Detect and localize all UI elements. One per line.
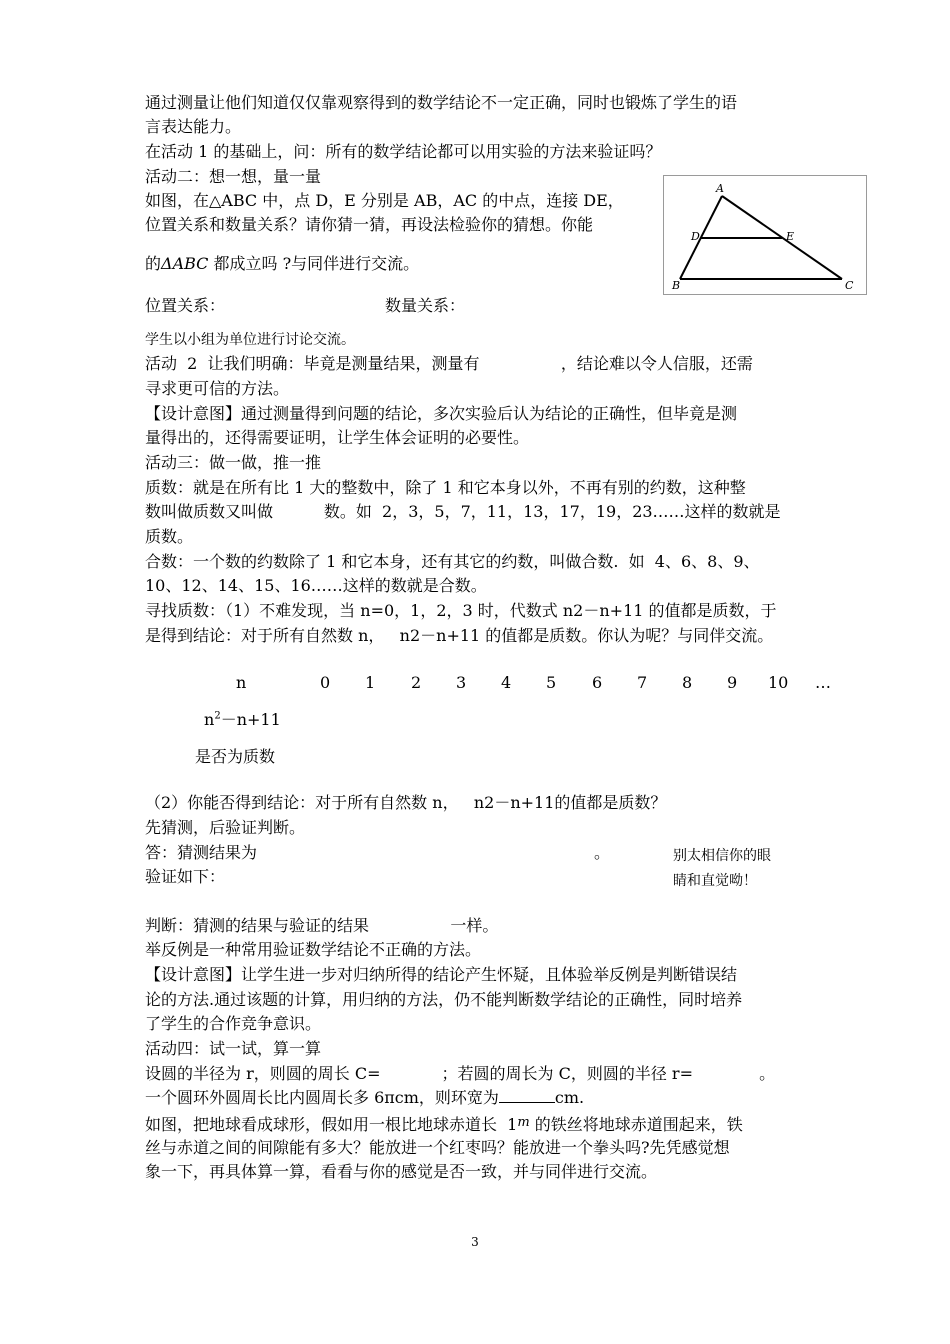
text-line: 寻找质数：（1）不难发现，当 n=0，1，2，3 时，代数式 n2－n+11 的值都是质数，于 xyxy=(145,601,777,620)
table-header-label: n xyxy=(236,673,247,692)
text-line: 活动二：想一想，量一量 xyxy=(145,167,322,186)
table-row3-label: 是否为质数 xyxy=(195,747,276,766)
text-line: 【设计意图】通过测量得到问题的结论，多次实验后认为结论的正确性，但毕竟是测 xyxy=(145,404,738,423)
table-cell: 10 xyxy=(768,673,789,692)
period: 。 xyxy=(594,843,611,862)
table-cell: 4 xyxy=(501,673,512,692)
unit-m: m xyxy=(517,1115,530,1130)
table-cell: 2 xyxy=(411,673,422,692)
page-number: 3 xyxy=(471,1235,479,1249)
text-line: （2）你能否得到结论：对于所有自然数 n， n2－n+11的值都是质数？ xyxy=(145,793,667,812)
text-line: 言表达能力。 xyxy=(145,117,242,136)
answer-blank xyxy=(499,1088,555,1103)
text-line: 通过测量让他们知道仅仅靠观察得到的数学结论不一定正确，同时也锻炼了学生的语 xyxy=(145,93,738,112)
text-line: 位置关系和数量关系？请你猜一猜，再设法检验你的猜想。你能 xyxy=(145,215,594,234)
position-relation-label: 位置关系： xyxy=(145,296,226,315)
table-cell: 0 xyxy=(320,673,331,692)
label-b: B xyxy=(672,279,681,292)
text-line: 质数：就是在所有比 1 大的整数中，除了 1 和它本身以外，不再有别的约数，这种整 xyxy=(145,478,746,497)
text-line: 质数。 xyxy=(145,527,194,546)
text-line: 量得出的，还得需要证明，让学生体会证明的必要性。 xyxy=(145,428,530,447)
text-line-tail: 都成立吗 ?与同伴进行交流。 xyxy=(213,254,420,273)
text-line: 10、12、14、15、16……这样的数就是合数。 xyxy=(145,576,487,595)
text-line: 判断：猜测的结果与验证的结果 一样。 xyxy=(145,916,499,935)
text-line: 举反例是一种常用验证数学结论不正确的方法。 xyxy=(145,940,482,959)
the-word: 的 xyxy=(145,254,162,273)
table-cell: 8 xyxy=(682,673,693,692)
label-c: C xyxy=(845,279,854,292)
table-cell: 1 xyxy=(365,673,376,692)
text-line: 活动三：做一做，推一推 xyxy=(145,453,322,472)
label-d: D xyxy=(691,230,700,243)
quantity-relation-label: 数量关系： xyxy=(385,296,466,315)
text-line: 活动四：试一试，算一算 xyxy=(145,1039,322,1058)
text-line: 设圆的半径为 r，则圆的周长 C= ；若圆的周长为 C，则圆的半径 r= 。 xyxy=(145,1064,776,1083)
verify-label: 验证如下： xyxy=(145,867,226,886)
tip-text: 别太相信你的眼 xyxy=(673,848,771,864)
table-row2-label: $n^2-n+11$ xyxy=(204,710,281,729)
table-cell: 3 xyxy=(456,673,467,692)
label-a: A xyxy=(716,182,724,195)
text-line: 是得到结论：对于所有自然数 n， n2－n+11 的值都是质数。你认为呢？与同伴交流。 xyxy=(145,626,774,645)
text-line: 象一下，再具体算一算，看看与你的感觉是否一致，并与同伴进行交流。 xyxy=(145,1162,658,1181)
text-line: 一个圆环外圆周长比内圆周长多 6πcm，则环宽为 cm. xyxy=(145,1088,585,1107)
text-line: 【设计意图】让学生进一步对归纳所得的结论产生怀疑，且体验举反例是判断错误结 xyxy=(145,965,738,984)
table-cell: 5 xyxy=(546,673,557,692)
label-e: E xyxy=(786,230,795,243)
text-line: 活动 2 让我们明确：毕竟是测量结果，测量有 ，结论难以令人信服，还需 xyxy=(145,354,753,373)
text-line: 如图，在△ABC 中，点 D，E 分别是 AB，AC 的中点，连接 DE， xyxy=(145,191,624,210)
text-line: 在活动 1 的基础上，问：所有的数学结论都可以用实验的方法来验证吗？ xyxy=(145,142,662,161)
text-line: 先猜测，后验证判断。 xyxy=(145,818,306,837)
table-cell: 6 xyxy=(592,673,603,692)
text-line: 学生以小组为单位进行讨论交流。 xyxy=(145,332,355,348)
text-line: 寻求更可信的方法。 xyxy=(145,379,290,398)
text-line: 丝与赤道之间的间隙能有多大？能放进一个红枣吗？能放进一个拳头吗?先凭感觉想 xyxy=(145,1138,730,1157)
table-cell: 9 xyxy=(727,673,738,692)
text-line xyxy=(145,254,419,274)
answer-label: 答：猜测结果为 xyxy=(145,843,258,862)
text-line: 合数：一个数的约数除了 1 和它本身，还有其它的约数，叫做合数. 如 4、6、8、9、 xyxy=(145,552,760,571)
table-cell: … xyxy=(815,673,831,692)
table-cell: 7 xyxy=(637,673,648,692)
text-line: 数叫做质数又叫做 数。如 2，3，5，7，11，13，17，19，23……这样的数就是 xyxy=(145,502,781,521)
tip-text: 睛和直觉呦！ xyxy=(673,873,757,889)
triangle-figure xyxy=(663,175,867,295)
triangle-abc-label: ΔABC xyxy=(161,254,209,273)
text-line: 论的方法.通过该题的计算，用归纳的方法，仍不能判断数学结论的正确性，同时培养 xyxy=(145,990,743,1009)
text-line: 了学生的合作竞争意识。 xyxy=(145,1014,322,1033)
text-line: 如图，把地球看成球形，假如用一根比地球赤道长 1$^m$ 的铁丝将地球赤道围起来，铁 xyxy=(145,1115,743,1134)
